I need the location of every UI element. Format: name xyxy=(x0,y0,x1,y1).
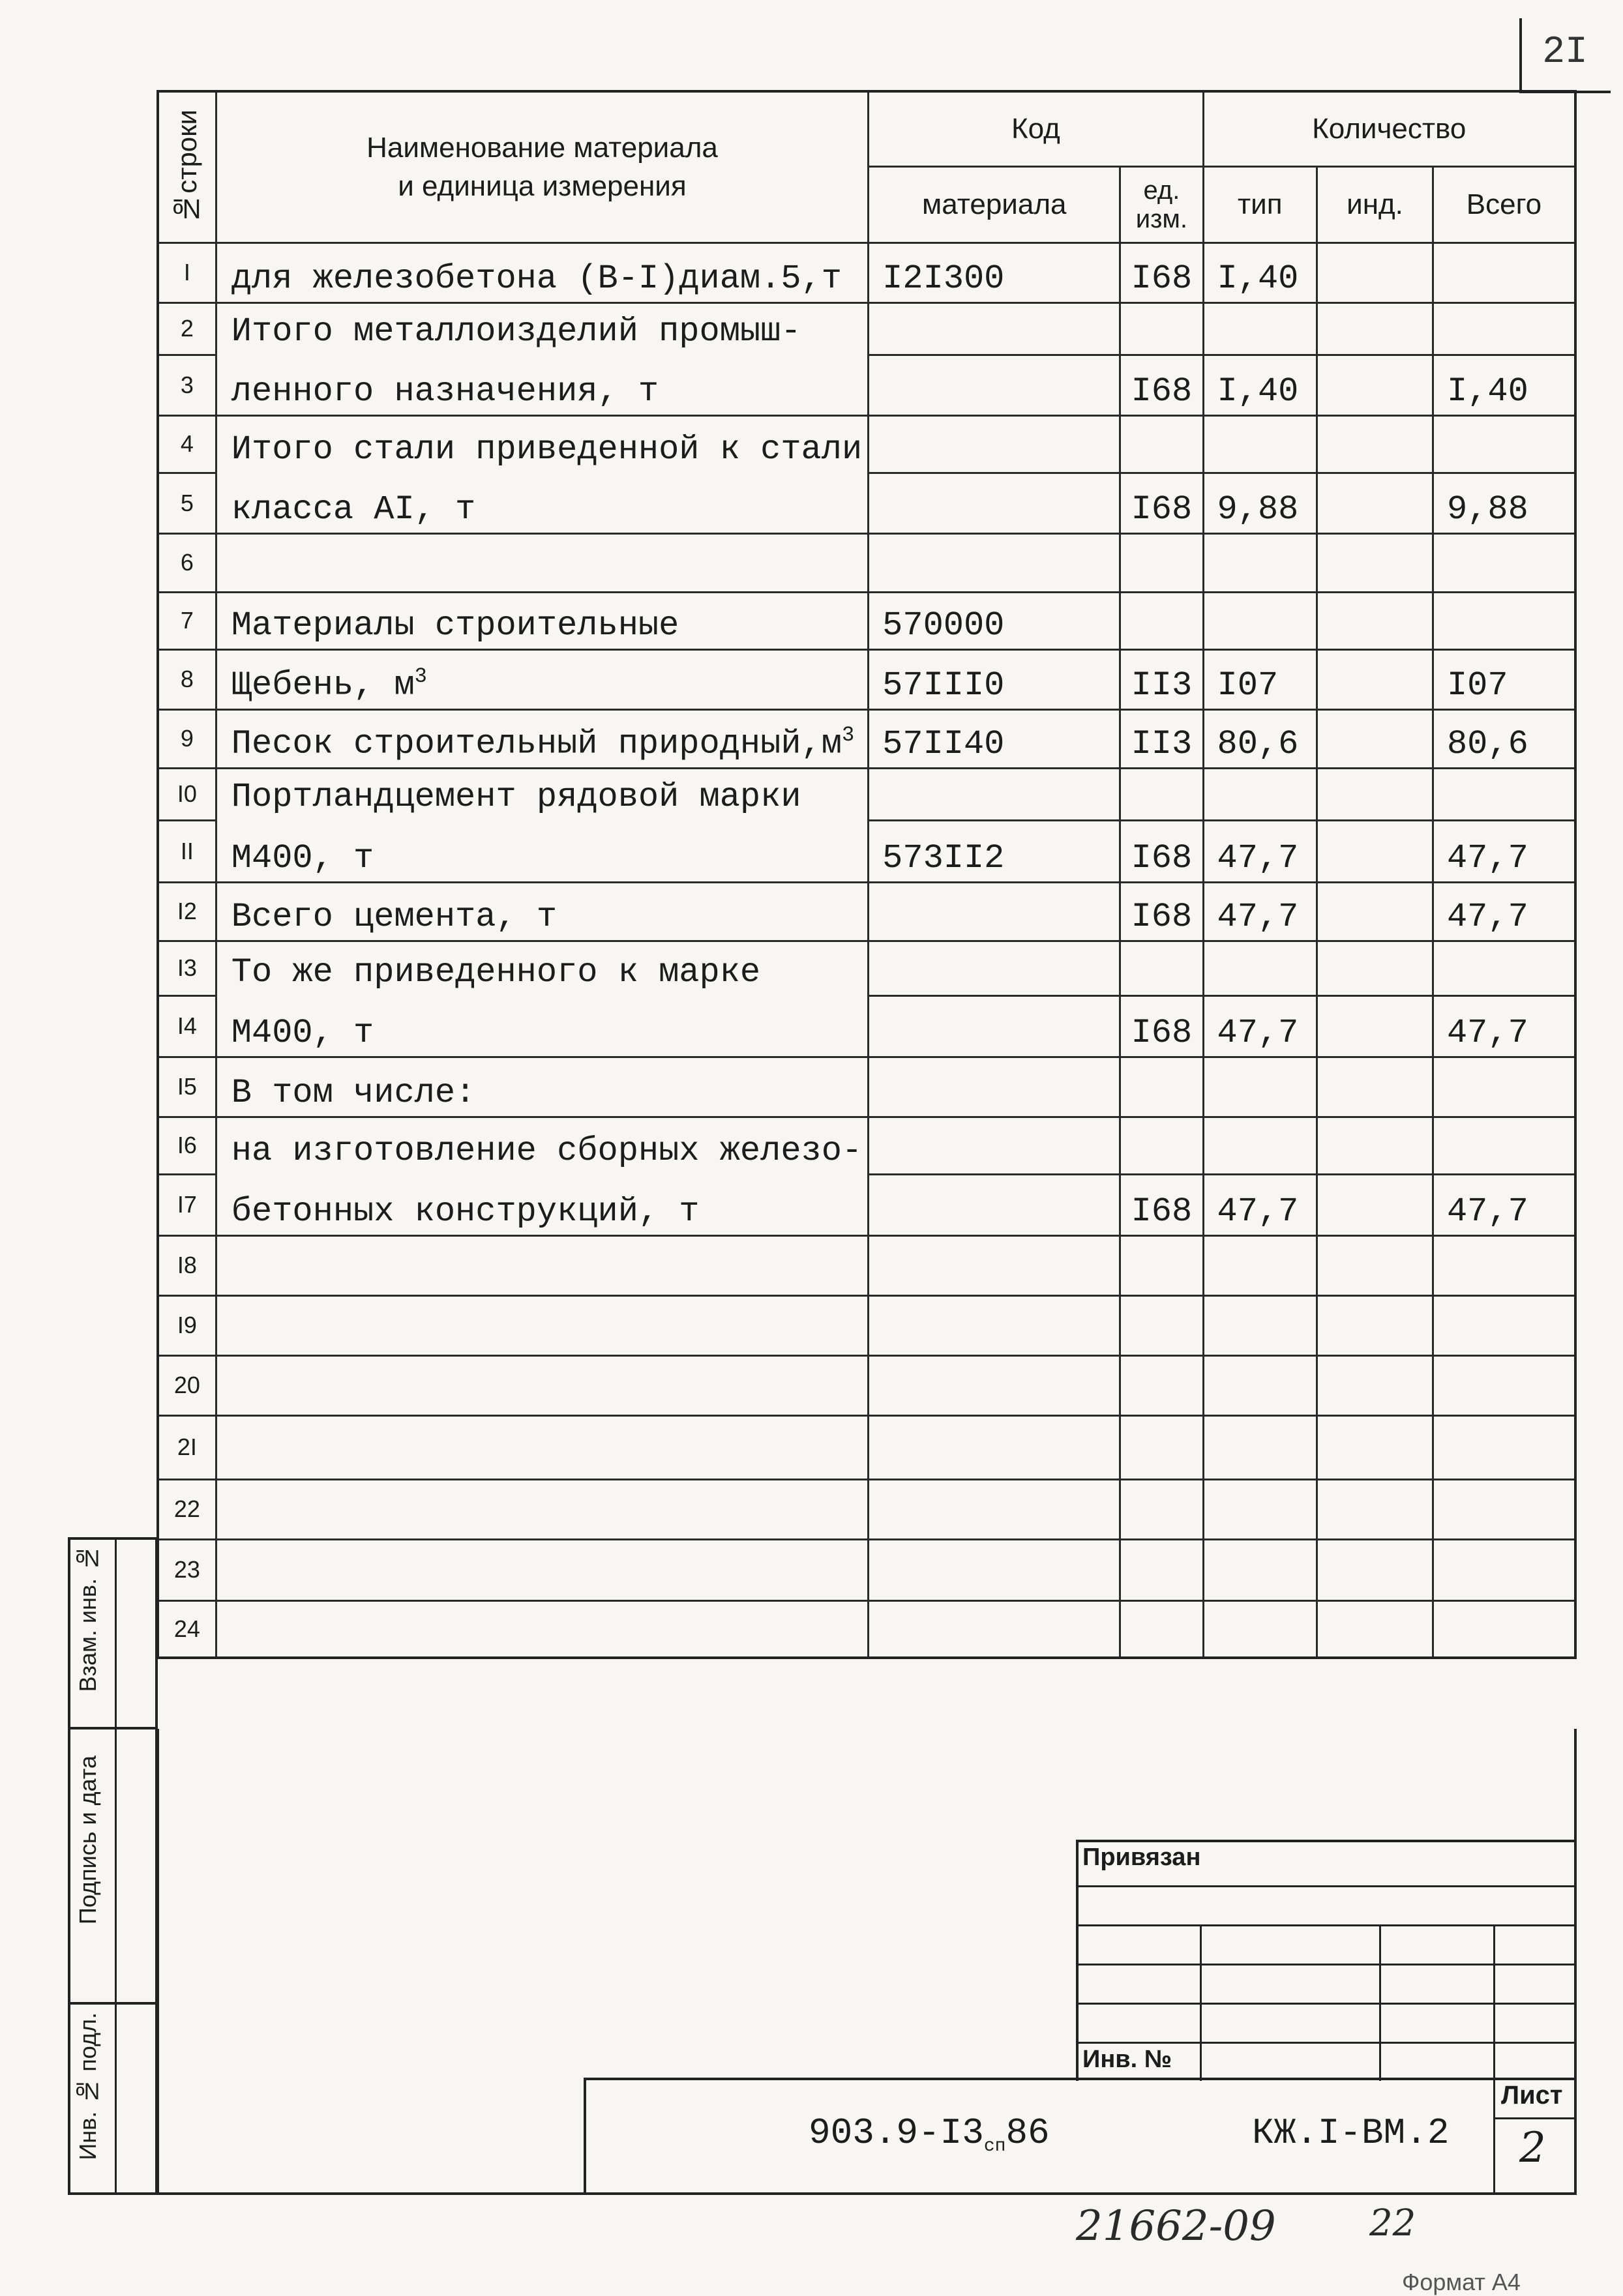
row-total xyxy=(1433,1235,1575,1295)
row-name: Всего цемента, т xyxy=(216,882,868,941)
row-number: 23 xyxy=(158,1539,216,1600)
row-code xyxy=(869,995,1120,1057)
row-unit xyxy=(1120,415,1203,473)
row-type xyxy=(1203,533,1317,592)
row-ind xyxy=(1317,302,1433,355)
row-code xyxy=(869,1539,1120,1600)
row-type xyxy=(1203,1600,1317,1658)
row-ind xyxy=(1317,1235,1433,1295)
row-type: I07 xyxy=(1203,649,1317,709)
row-unit xyxy=(1120,1479,1203,1539)
header-material: материала xyxy=(869,166,1120,243)
row-ind xyxy=(1317,1117,1433,1174)
row-name: В том числе: xyxy=(216,1057,868,1117)
row-name: Итого металлоизделий промыш- xyxy=(216,302,868,355)
privyazan-block xyxy=(1076,1840,1577,2081)
doc-code-main: 903.9-I3 xyxy=(809,2112,984,2154)
row-code xyxy=(869,1174,1120,1235)
row-code: 570000 xyxy=(869,592,1120,649)
row-name: То же приведенного к марке xyxy=(216,941,868,995)
row-type xyxy=(1203,1415,1317,1479)
row-total xyxy=(1433,1057,1575,1117)
row-number: 9 xyxy=(158,709,216,768)
header-quantity: Количество xyxy=(1203,91,1575,166)
row-code xyxy=(869,1355,1120,1415)
table-row xyxy=(158,1539,1575,1600)
row-code xyxy=(869,1057,1120,1117)
row-name-sup: 3 xyxy=(414,664,427,689)
row-unit: II3 xyxy=(1120,649,1203,709)
table-row xyxy=(158,1600,1575,1658)
row-name: ленного назначения, т xyxy=(216,355,868,415)
row-number: I8 xyxy=(158,1235,216,1295)
row-total: 47,7 xyxy=(1433,1174,1575,1235)
row-ind xyxy=(1317,1295,1433,1355)
sheet-divider xyxy=(1493,2078,1495,2195)
row-code xyxy=(869,1600,1120,1658)
row-number: 24 xyxy=(158,1600,216,1658)
row-number: I2 xyxy=(158,882,216,941)
inv-no-label: Инв. № xyxy=(1082,2046,1172,2073)
row-name xyxy=(216,1355,868,1415)
row-ind xyxy=(1317,1415,1433,1479)
row-code xyxy=(869,1415,1120,1479)
stamp-inv-podl-box xyxy=(68,2005,158,2195)
row-total xyxy=(1433,1295,1575,1355)
row-name: для железобетона (B-I)диам.5,т xyxy=(216,243,868,302)
row-unit: II3 xyxy=(1120,709,1203,768)
row-number: I0 xyxy=(158,768,216,820)
handwritten-number: 21662-09 xyxy=(1076,2202,1276,2250)
row-type: I,40 xyxy=(1203,355,1317,415)
row-unit xyxy=(1120,533,1203,592)
table-row xyxy=(158,941,1575,995)
table-row xyxy=(158,1415,1575,1479)
row-unit xyxy=(1120,1539,1203,1600)
table-row xyxy=(158,1235,1575,1295)
privyazan-line xyxy=(1076,1885,1577,1887)
row-ind xyxy=(1317,1600,1433,1658)
format-label: Формат А4 xyxy=(1402,2269,1521,2295)
row-code xyxy=(869,1235,1120,1295)
row-ind xyxy=(1317,1479,1433,1539)
row-code xyxy=(869,533,1120,592)
row-ind xyxy=(1317,941,1433,995)
row-unit: I68 xyxy=(1120,882,1203,941)
row-number: I xyxy=(158,243,216,302)
row-ind xyxy=(1317,768,1433,820)
row-ind xyxy=(1317,649,1433,709)
table-row xyxy=(158,1479,1575,1539)
row-unit xyxy=(1120,1235,1203,1295)
row-name xyxy=(216,1600,868,1658)
row-unit xyxy=(1120,1295,1203,1355)
row-unit xyxy=(1120,768,1203,820)
row-ind xyxy=(1317,1174,1433,1235)
row-code xyxy=(869,473,1120,533)
row-ind xyxy=(1317,882,1433,941)
stamp-podpis: Подпись и дата xyxy=(74,1756,101,1924)
row-code xyxy=(869,302,1120,355)
row-total xyxy=(1433,415,1575,473)
row-unit xyxy=(1120,1117,1203,1174)
row-type: 47,7 xyxy=(1203,882,1317,941)
row-code: 57III0 xyxy=(869,649,1120,709)
stamp-divider xyxy=(115,1537,117,2195)
row-total xyxy=(1433,243,1575,302)
row-type xyxy=(1203,1117,1317,1174)
row-total xyxy=(1433,1415,1575,1479)
privyazan-vline xyxy=(1379,1924,1381,2081)
row-number: 7 xyxy=(158,592,216,649)
stamp-podpis-box xyxy=(68,1729,158,2005)
row-name xyxy=(216,649,868,709)
table-row xyxy=(158,649,1575,709)
doc-code-sub: сп xyxy=(983,2136,1006,2157)
table-row xyxy=(158,355,1575,415)
row-name: Итого стали приведенной к стали xyxy=(216,415,868,473)
table-row xyxy=(158,243,1575,302)
row-total xyxy=(1433,941,1575,995)
row-total: I07 xyxy=(1433,649,1575,709)
row-number: I7 xyxy=(158,1174,216,1235)
row-name: на изготовление сборных железо- xyxy=(216,1117,868,1174)
row-code xyxy=(869,941,1120,995)
row-type xyxy=(1203,1355,1317,1415)
header-row-no-label: №строки xyxy=(171,110,202,225)
row-name: Портландцемент рядовой марки xyxy=(216,768,868,820)
row-number: 8 xyxy=(158,649,216,709)
header-name-line1: Наименование материала xyxy=(366,131,718,164)
row-number: 6 xyxy=(158,533,216,592)
row-type: 47,7 xyxy=(1203,820,1317,882)
privyazan-line xyxy=(1076,1964,1577,1965)
row-name xyxy=(216,709,868,768)
stamp-vzam-box xyxy=(68,1537,158,1729)
row-number: II xyxy=(158,820,216,882)
row-name xyxy=(216,1415,868,1479)
row-number: 2 xyxy=(158,302,216,355)
row-type xyxy=(1203,1479,1317,1539)
table-body xyxy=(158,243,1575,1658)
row-unit xyxy=(1120,1355,1203,1415)
header-row-no xyxy=(158,91,216,243)
row-number: 5 xyxy=(158,473,216,533)
row-code xyxy=(869,768,1120,820)
row-name: Материалы строительные xyxy=(216,592,868,649)
sheet-number: 2 xyxy=(1519,2124,1546,2172)
row-ind xyxy=(1317,592,1433,649)
row-name xyxy=(216,533,868,592)
header-unit-line2: изм. xyxy=(1135,204,1188,233)
row-ind xyxy=(1317,355,1433,415)
row-ind xyxy=(1317,243,1433,302)
row-code xyxy=(869,1295,1120,1355)
row-number: 2I xyxy=(158,1415,216,1479)
row-type xyxy=(1203,1295,1317,1355)
row-unit: I68 xyxy=(1120,355,1203,415)
row-type xyxy=(1203,768,1317,820)
table-row xyxy=(158,533,1575,592)
row-unit xyxy=(1120,592,1203,649)
row-total xyxy=(1433,1479,1575,1539)
header-total: Всего xyxy=(1433,166,1575,243)
sheet-line xyxy=(1493,2117,1577,2119)
row-unit xyxy=(1120,1415,1203,1479)
row-number: 3 xyxy=(158,355,216,415)
row-name: класса AI, т xyxy=(216,473,868,533)
row-total xyxy=(1433,768,1575,820)
row-type xyxy=(1203,415,1317,473)
row-type xyxy=(1203,1235,1317,1295)
row-type: 80,6 xyxy=(1203,709,1317,768)
handwritten-extra: 22 xyxy=(1369,2202,1416,2244)
header-unit xyxy=(1120,166,1203,243)
row-number: I4 xyxy=(158,995,216,1057)
row-code xyxy=(869,882,1120,941)
row-ind xyxy=(1317,533,1433,592)
row-name xyxy=(216,1479,868,1539)
row-total xyxy=(1433,302,1575,355)
row-unit xyxy=(1120,1057,1203,1117)
row-name: M400, т xyxy=(216,820,868,882)
row-type: 47,7 xyxy=(1203,995,1317,1057)
row-unit xyxy=(1120,1600,1203,1658)
header-type: тип xyxy=(1203,166,1317,243)
privyazan-vline xyxy=(1200,1924,1202,2081)
table-row xyxy=(158,820,1575,882)
row-name: бетонных конструкций, т xyxy=(216,1174,868,1235)
row-ind xyxy=(1317,1355,1433,1415)
privyazan-line xyxy=(1076,2003,1577,2005)
row-total: 80,6 xyxy=(1433,709,1575,768)
row-unit: I68 xyxy=(1120,1174,1203,1235)
row-total: 47,7 xyxy=(1433,882,1575,941)
stamp-inv-podl: Инв. № подл. xyxy=(74,2012,101,2160)
row-code xyxy=(869,1479,1120,1539)
row-name-text: Щебень, м xyxy=(231,666,415,705)
privyazan-line xyxy=(1076,2042,1577,2044)
row-type xyxy=(1203,1057,1317,1117)
materials-table xyxy=(156,90,1577,1659)
row-code xyxy=(869,415,1120,473)
row-ind xyxy=(1317,473,1433,533)
doc-code xyxy=(809,2112,1050,2156)
table-row xyxy=(158,1295,1575,1355)
header-unit-line1: ед. xyxy=(1143,175,1180,205)
row-total xyxy=(1433,1600,1575,1658)
row-code: 573II2 xyxy=(869,820,1120,882)
row-ind xyxy=(1317,1057,1433,1117)
row-ind xyxy=(1317,709,1433,768)
table-row xyxy=(158,768,1575,820)
row-total: 9,88 xyxy=(1433,473,1575,533)
privyazan-vline xyxy=(1493,1924,1495,2081)
row-code xyxy=(869,1117,1120,1174)
row-total: 47,7 xyxy=(1433,820,1575,882)
table-row xyxy=(158,709,1575,768)
row-number: 22 xyxy=(158,1479,216,1539)
table-row xyxy=(158,415,1575,473)
row-number: 4 xyxy=(158,415,216,473)
doc-code-tail: 86 xyxy=(1005,2112,1050,2154)
table-row xyxy=(158,882,1575,941)
table-row xyxy=(158,995,1575,1057)
row-name xyxy=(216,1539,868,1600)
header-name xyxy=(216,91,868,243)
doc-mark: КЖ.I-ВМ.2 xyxy=(1252,2112,1450,2154)
row-type: I,40 xyxy=(1203,243,1317,302)
row-total: 47,7 xyxy=(1433,995,1575,1057)
privyazan-label: Привязан xyxy=(1082,1844,1201,1871)
table-row xyxy=(158,592,1575,649)
row-total xyxy=(1433,1117,1575,1174)
row-number: I9 xyxy=(158,1295,216,1355)
sheet-label: Лист xyxy=(1501,2081,1563,2110)
stamp-vzam: Взам. инв. № xyxy=(74,1545,101,1692)
row-type: 9,88 xyxy=(1203,473,1317,533)
row-code: 57II40 xyxy=(869,709,1120,768)
row-unit xyxy=(1120,941,1203,995)
row-total: I,40 xyxy=(1433,355,1575,415)
row-type xyxy=(1203,592,1317,649)
table-row xyxy=(158,473,1575,533)
header-code: Код xyxy=(869,91,1203,166)
row-name: M400, т xyxy=(216,995,868,1057)
row-type: 47,7 xyxy=(1203,1174,1317,1235)
row-name-sup: 3 xyxy=(841,723,855,748)
header-ind: инд. xyxy=(1317,166,1433,243)
row-name-text: Песок строительный природный,м xyxy=(231,724,842,763)
row-code xyxy=(869,355,1120,415)
row-total xyxy=(1433,533,1575,592)
row-total xyxy=(1433,592,1575,649)
row-ind xyxy=(1317,1539,1433,1600)
row-ind xyxy=(1317,995,1433,1057)
row-total xyxy=(1433,1539,1575,1600)
row-number: 20 xyxy=(158,1355,216,1415)
page-number: 2I xyxy=(1542,31,1588,74)
row-type xyxy=(1203,941,1317,995)
header-name-line2: и единица измерения xyxy=(398,170,687,203)
table-row xyxy=(158,302,1575,355)
row-ind xyxy=(1317,415,1433,473)
row-unit: I68 xyxy=(1120,820,1203,882)
row-name xyxy=(216,1235,868,1295)
table-row xyxy=(158,1057,1575,1117)
row-total xyxy=(1433,1355,1575,1415)
row-unit: I68 xyxy=(1120,473,1203,533)
table-row xyxy=(158,1117,1575,1174)
row-number: I3 xyxy=(158,941,216,995)
row-name xyxy=(216,1295,868,1355)
table-row xyxy=(158,1355,1575,1415)
row-ind xyxy=(1317,820,1433,882)
row-number: I5 xyxy=(158,1057,216,1117)
privyazan-line xyxy=(1076,1924,1577,1926)
row-unit xyxy=(1120,302,1203,355)
row-unit: I68 xyxy=(1120,243,1203,302)
row-code: I2I300 xyxy=(869,243,1120,302)
row-type xyxy=(1203,302,1317,355)
table-row xyxy=(158,1174,1575,1235)
row-type xyxy=(1203,1539,1317,1600)
row-number: I6 xyxy=(158,1117,216,1174)
row-unit: I68 xyxy=(1120,995,1203,1057)
